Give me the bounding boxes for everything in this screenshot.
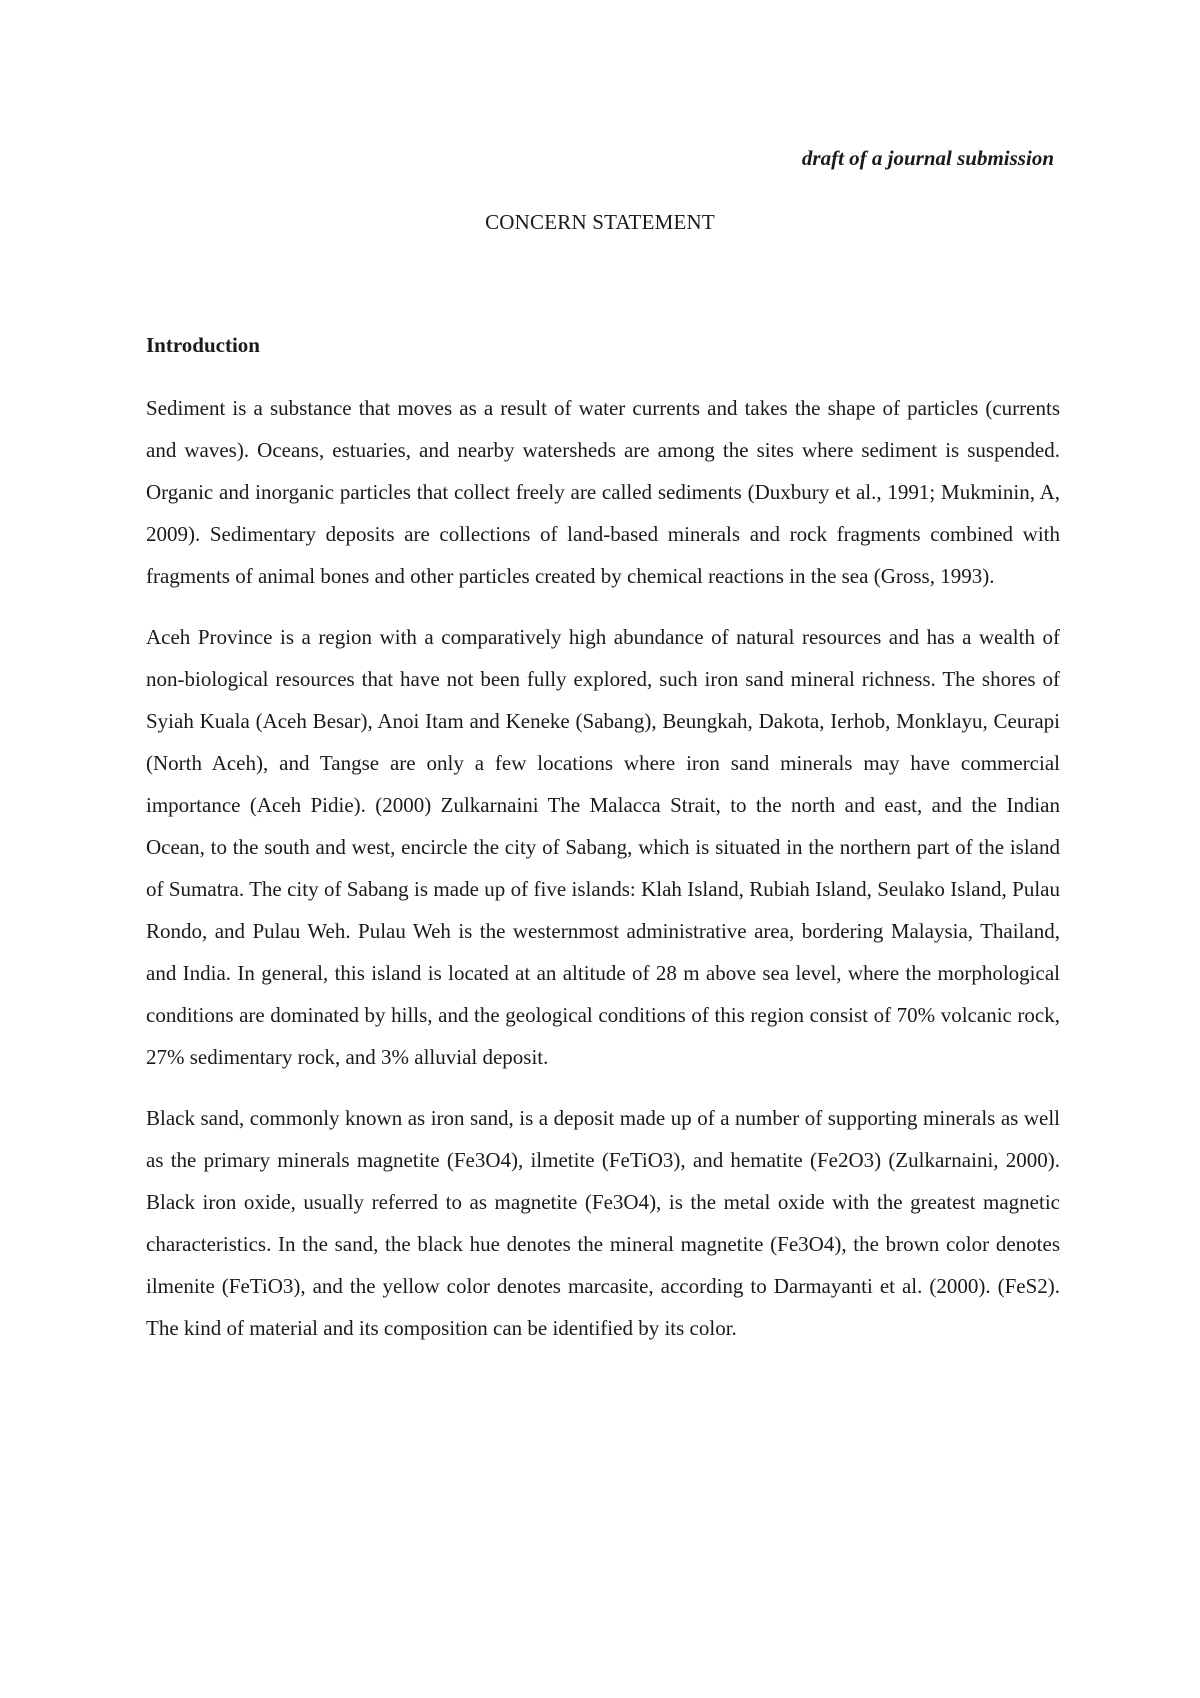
paragraph-sediment: Sediment is a substance that moves as a result of water currents and takes the shape of particles (currents and waves). Oceans, estuaries, and nearby watersheds are among the sites where sediment is suspended. Organic and inorganic particles that collect freely are called sediments (Duxbury et al., 1991; Mukminin, A, 2009). Sedimentary deposits are collections of land-based minerals and rock fragments combined with fragments of animal bones and other particles created by chemical reactions in the sea (Gross, 1993). — [146, 396, 1060, 588]
document-title: CONCERN STATEMENT — [485, 210, 715, 234]
paragraph-black-sand: Black sand, commonly known as iron sand, is a deposit made up of a number of supporting minerals as well as the primary minerals magnetite (Fe3O4), ilmetite (FeTiO3), and hematite (Fe2O3) (Zulkarnaini, 2000). Black iron oxide, usually referred to as magnetite (Fe3O4), is the metal oxide with the greatest magnetic characteristics. In the sand, the black hue denotes the mineral magnetite (Fe3O4), the brown color denotes ilmenite (FeTiO3), and the yellow color denotes marcasite, according to Darmayanti et al. (2000). (FeS2). The kind of material and its composition can be identified by its color. — [146, 1106, 1060, 1340]
draft-note: draft of a journal submission — [801, 146, 1054, 170]
section-heading-introduction: Introduction — [146, 333, 260, 357]
paragraph-aceh-province: Aceh Province is a region with a comparatively high abundance of natural resources and has a wealth of non-biological resources that have not been fully explored, such iron sand mineral richness. The shores of Syiah Kuala (Aceh Besar), Anoi Itam and Keneke (Sabang), Beungkah, Dakota, Ierhob, Monklayu, Ceurapi (North Aceh), and Tangse are only a few locations where iron sand minerals may have commercial importance (Aceh Pidie). (2000) Zulkarnaini The Malacca Strait, to the north and east, and the Indian Ocean, to the south and west, encircle the city of Sabang, which is situated in the northern part of the island of Sumatra. The city of Sabang is made up of five islands: Klah Island, Rubiah Island, Seulako Island, Pulau Rondo, and Pulau Weh. Pulau Weh is the westernmost administrative area, bordering Malaysia, Thailand, and India. In general, this island is located at an altitude of 28 m above sea level, where the morphological conditions are dominated by hills, and the geological conditions of this region consist of 70% volcanic rock, 27% sedimentary rock, and 3% alluvial deposit. — [146, 625, 1060, 1069]
body-text — [146, 387, 1060, 1368]
